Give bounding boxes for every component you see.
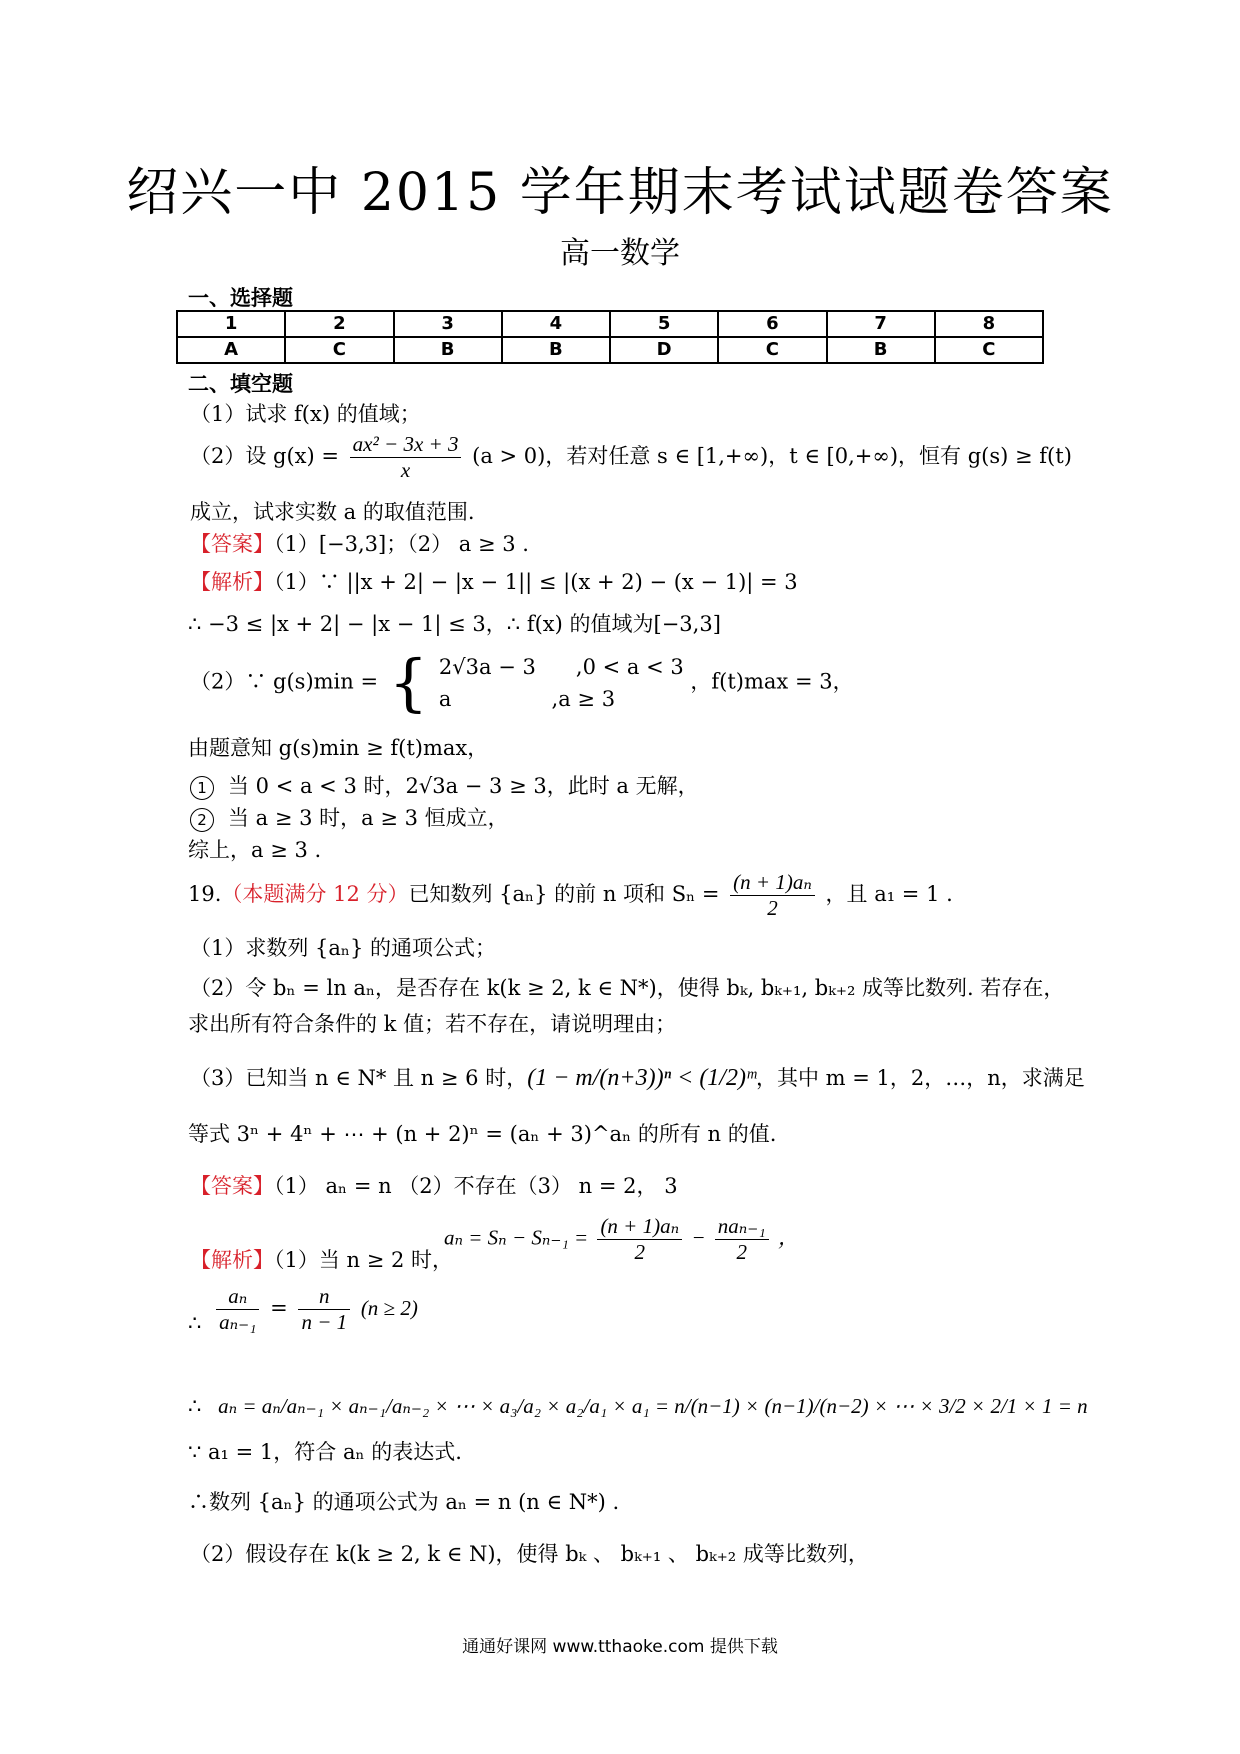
section-heading-choice: 一、选择题 <box>188 286 293 310</box>
q19-since-line: ∵ a₁ = 1，符合 aₙ 的表达式. <box>188 1440 462 1464</box>
q19-analysis-label: 【解析】 <box>190 1248 274 1272</box>
q19-difference-equation <box>444 1214 799 1265</box>
q19-part-3-c: ，其中 m = 1，2，…，n，求满足 <box>755 1066 1085 1090</box>
analysis-label: 【解析】 <box>190 570 274 594</box>
analysis-3-prefix: （2）∵ g(s)min = <box>190 669 379 694</box>
case-text-2: 当 a ≥ 3 时，a ≥ 3 恒成立， <box>228 806 509 830</box>
q19-part-1: （1）求数列 {aₙ} 的通项公式； <box>190 936 497 960</box>
table-cell: 5 <box>610 311 718 337</box>
table-cell: D <box>610 337 718 363</box>
question-part-1: （1）试求 f(x) 的值域； <box>190 402 421 426</box>
eq-fraction-2-den: 2 <box>736 1240 747 1265</box>
q19-part-3-a: （3）已知当 n ∈ N* 且 n ≥ 6 时， <box>190 1066 528 1090</box>
question-number: 19. <box>188 882 222 907</box>
stem-a: 已知数列 {aₙ} 的前 n 项和 Sₙ = <box>408 882 720 907</box>
answer-table-row-answers <box>177 337 1043 363</box>
analysis-line-3 <box>190 646 854 719</box>
q19-part-2: （2）令 bₙ = ln aₙ，是否存在 k(k ≥ 2, k ∈ N*)，使得 bₖ, bₖ₊₁, bₖ₊₂ 成等比数列. 若存在， <box>190 976 1065 1000</box>
ratio-result-num: n <box>298 1284 350 1310</box>
q2-prefix: （2）设 g(x) = <box>190 444 339 469</box>
q19-answer-line <box>190 1170 678 1200</box>
q2-suffix: (a > 0)，若对任意 s ∈ [1,+∞)，t ∈ [0,+∞)，恒有 g(s) ≥ f(t) <box>472 444 1072 469</box>
table-cell: 1 <box>177 311 285 337</box>
table-cell: 4 <box>502 311 610 337</box>
q19-inequality: (1 − m/(n+3))ⁿ < (1/2)ᵐ <box>527 1065 756 1091</box>
eq-fraction-1-den: 2 <box>634 1240 646 1265</box>
eq-end: ， <box>777 1225 799 1250</box>
stem-fraction-num: (n + 1)aₙ <box>730 870 815 896</box>
q2-fraction-num: ax² − 3x + 3 <box>350 432 462 458</box>
table-cell: C <box>718 337 826 363</box>
q2-fraction-den: x <box>400 458 411 483</box>
q19-answer-label: 【答案】 <box>190 1174 274 1198</box>
answer-table <box>176 310 1044 364</box>
table-cell: B <box>827 337 935 363</box>
answer-label: 【答案】 <box>190 532 274 556</box>
analysis-text-1: （1）∵ ||x + 2| − |x − 1|| ≤ |(x + 2) − (x − 1)| = 3 <box>274 570 798 594</box>
q19-answer-text: （1） aₙ = n （2）不存在（3） n = 2， 3 <box>274 1174 678 1198</box>
question-part-2 <box>190 432 1072 483</box>
case-line-2 <box>190 802 509 832</box>
left-brace: { <box>388 646 429 719</box>
answer-table-row-numbers <box>177 311 1043 337</box>
q19-product-line <box>188 1394 1088 1419</box>
q19-analysis-line-1 <box>190 1244 453 1274</box>
q19-part-2-analysis: （2）假设存在 k(k ≥ 2, k ∈ N)，使得 bₖ 、 bₖ₊₁ 、 bₖ₊₂ 成等比数列， <box>190 1542 869 1566</box>
eq-fraction-2-num: naₙ₋₁ <box>715 1214 769 1240</box>
section-heading-fill: 二、填空题 <box>188 372 293 396</box>
table-cell: C <box>285 337 393 363</box>
case-2: a ,a ≥ 3 <box>438 687 616 711</box>
piecewise-cases <box>439 655 684 711</box>
analysis-line-2: ∴ −3 ≤ |x + 2| − |x − 1| ≤ 3，∴ f(x) 的值域为[−3,3] <box>188 612 721 636</box>
case-line-1 <box>190 770 699 800</box>
q19-part-3-cont: 等式 3ⁿ + 4ⁿ + ⋯ + (n + 2)ⁿ = (aₙ + 3)^aₙ 的所有 n 的值. <box>188 1122 777 1146</box>
table-cell: 6 <box>718 311 826 337</box>
ratio-eq: = <box>270 1296 288 1321</box>
q2-fraction <box>350 432 462 483</box>
q19-part-3 <box>190 1062 1085 1092</box>
ratio-condition: (n ≥ 2) <box>360 1296 418 1321</box>
eq-top-left: aₙ = Sₙ − Sₙ₋₁ = <box>444 1225 589 1250</box>
analysis-line-1 <box>190 566 798 596</box>
table-cell: 2 <box>285 311 393 337</box>
q19-ratio-line <box>188 1284 418 1335</box>
ratio-fraction <box>216 1284 259 1335</box>
analysis-3-suffix: ，f(t)max = 3， <box>690 669 854 694</box>
stem-b: ，且 a₁ = 1 . <box>825 882 953 907</box>
question-part-2-cont: 成立，试求实数 a 的取值范围. <box>190 500 475 524</box>
eq-fraction-1-num: (n + 1)aₙ <box>597 1214 682 1240</box>
table-cell: 3 <box>394 311 502 337</box>
eq-fraction-1 <box>597 1214 682 1265</box>
question-19-stem <box>188 870 953 921</box>
table-cell: C <box>935 337 1043 363</box>
table-cell: B <box>394 337 502 363</box>
product-formula: aₙ = aₙ/aₙ₋₁ × aₙ₋₁/aₙ₋₂ × ⋯ × a₃/a₂ × a₂/a₁ × a₁ = n/(n−1) × (n−1)/(n−2) × ⋯ × 3/2 × 2/1 × 1 = n <box>218 1394 1088 1418</box>
case-1: 2√3a − 3 ,0 < a < 3 <box>438 655 684 679</box>
ratio-result-den: n − 1 <box>301 1310 348 1335</box>
table-cell: 8 <box>935 311 1043 337</box>
ratio-num: aₙ <box>216 1284 259 1310</box>
page-title: 绍兴一中 2015 学年期末考试试题卷答案 <box>126 163 1114 223</box>
therefore-symbol: ∴ <box>188 1311 202 1336</box>
q19-general-term-line: ∴数列 {aₙ} 的通项公式为 aₙ = n (n ∈ N*) . <box>188 1490 620 1514</box>
ratio-den: aₙ₋₁ <box>219 1310 257 1335</box>
eq-minus: − <box>691 1225 706 1250</box>
conclusion-line: 综上，a ≥ 3 . <box>188 838 322 862</box>
q19-analysis-text-1: （1）当 n ≥ 2 时， <box>274 1248 454 1272</box>
circled-number-2: 2 <box>190 808 214 832</box>
score-note: （本题满分 12 分） <box>221 882 409 907</box>
q19-part-2-cont: 求出所有符合条件的 k 值；若不存在，请说明理由； <box>188 1012 677 1036</box>
eq-fraction-2 <box>715 1214 769 1265</box>
stem-fraction <box>730 870 815 921</box>
table-cell: B <box>502 337 610 363</box>
page-subtitle: 高一数学 <box>560 236 680 271</box>
table-cell: 7 <box>827 311 935 337</box>
case-text-1: 当 0 < a < 3 时，2√3a − 3 ≥ 3，此时 a 无解， <box>228 774 699 798</box>
answer-line <box>190 528 529 558</box>
circled-number-1: 1 <box>190 776 214 800</box>
analysis-line-4: 由题意知 g(s)min ≥ f(t)max， <box>188 736 489 760</box>
stem-fraction-den: 2 <box>767 896 778 921</box>
answer-text: （1）[−3,3]；（2） a ≥ 3 . <box>274 532 529 556</box>
ratio-result-fraction <box>298 1284 350 1335</box>
therefore-symbol-2: ∴ <box>188 1394 202 1418</box>
footer-text: 通通好课网 www.tthaoke.com 提供下载 <box>462 1637 778 1657</box>
table-cell: A <box>177 337 285 363</box>
